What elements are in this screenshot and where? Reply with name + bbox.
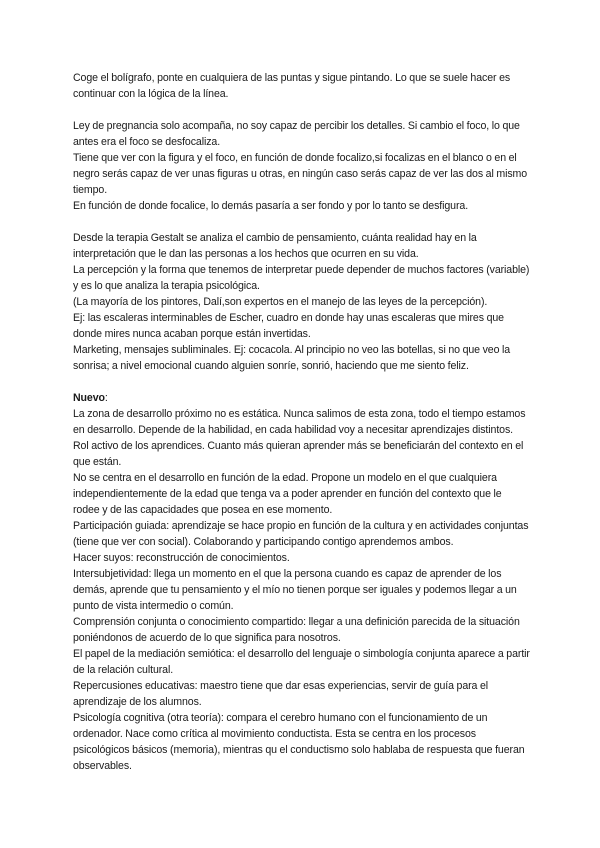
heading-colon: : [104, 392, 108, 404]
paragraph-edad: No se centra en el desarrollo en función de la edad. Propone un modelo en el que cualquiera independientemente de la edad que tenga va a poder aprender en función del contexto que le rodee y de las capacidades que posea en ese momento. [73, 472, 502, 516]
paragraph-pregnancia: Ley de pregnancia solo acompaña, no soy capaz de percibir los detalles. Si cambio el foco, lo que antes era el foco se desfocaliza. [73, 120, 520, 148]
paragraph-comprension: Comprensión conjunta o conocimiento compartido: llegar a una definición parecida de la situación poniéndonos de acuerdo de lo que significa para nosotros. [73, 616, 520, 644]
paragraph-rol-activo: Rol activo de los aprendices. Cuanto más quieran aprender más se beneficiarán del contexto en el que están. [73, 440, 524, 468]
paragraph-pintores: (La mayoría de los pintores, Dalí,son expertos en el manejo de las leyes de la percepción). [73, 296, 488, 308]
paragraph-percepcion: La percepción y la forma que tenemos de interpretar puede depender de muchos factores (variable) y es lo que analiza la terapia psicológica. [73, 264, 530, 292]
paragraph-intersubjetividad: Intersubjetividad: llega un momento en el que la persona cuando es capaz de aprender de los demás, aprende que tu pensamiento y el mío no tienen porque ser iguales y podemos llegar a un punto de vista intermedio o común. [73, 568, 517, 612]
paragraph-fondo: En función de donde focalice, lo demás pasaría a ser fondo y por lo tanto se desfigura. [73, 200, 469, 212]
paragraph-boligrafo: Coge el bolígrafo, ponte en cualquiera de las puntas y sigue pintando. Lo que se suele hacer es continuar con la lógica de la línea. [73, 72, 511, 100]
paragraph-gap [73, 374, 530, 390]
paragraph-figura-foco: Tiene que ver con la figura y el foco, en función de donde focalizo,si focalizas en el blanco o en el negro serás capaz de ver unas figuras u otras, en ningún caso serás capaz de ver las dos al mismo tiempo. [73, 152, 528, 196]
paragraph-hacer-suyos: Hacer suyos: reconstrucción de conocimientos. [73, 552, 290, 564]
paragraph-gestalt: Desde la terapia Gestalt se analiza el cambio de pensamiento, cuánta realidad hay en la interpretación que le dan las personas a los hechos que ocurren en su vida. [73, 232, 477, 260]
paragraph-mediacion: El papel de la mediación semiótica: el desarrollo del lenguaje o simbología conjunta aparece a partir de la relación cultural. [73, 648, 530, 676]
paragraph-escher: Ej: las escaleras interminables de Escher, cuadro en donde hay unas escaleras que mires que donde mires nunca acaban porque están invertidas. [73, 312, 504, 340]
paragraph-gap [73, 102, 530, 118]
paragraph-repercusiones: Repercusiones educativas: maestro tiene que dar esas experiencias, servir de guía para el aprendizaje de los alumnos. [73, 680, 489, 708]
paragraph-participacion: Participación guiada: aprendizaje se hace propio en función de la cultura y en actividades conjuntas (tiene que ver con social). Colaborando y participando contigo aprendemos ambos. [73, 520, 529, 548]
heading-nuevo: Nuevo [73, 392, 105, 404]
section-heading-nuevo [73, 390, 530, 406]
paragraph-zona-desarrollo: La zona de desarrollo próximo no es estática. Nunca salimos de esta zona, todo el tiempo estamos en desarrollo. Depende de la habilidad, en cada habilidad voy a necesitar aprendizajes distintos. [73, 408, 526, 436]
paragraph-cognitiva: Psicología cognitiva (otra teoría): compara el cerebro humano con el funcionamiento de un ordenador. Nace como crítica al movimiento conductista. Esta se centra en los procesos psicológicos básicos (memoria), mientras qu el conductismo solo hablaba de respuesta que fueran observables. [73, 712, 525, 772]
paragraph-gap [73, 214, 530, 230]
paragraph-marketing: Marketing, mensajes subliminales. Ej: cocacola. Al principio no veo las botellas, si no que veo la sonrisa; a nivel emocional cuando alguien sonríe, sonrió, haciendo que me siento feliz. [73, 344, 511, 372]
